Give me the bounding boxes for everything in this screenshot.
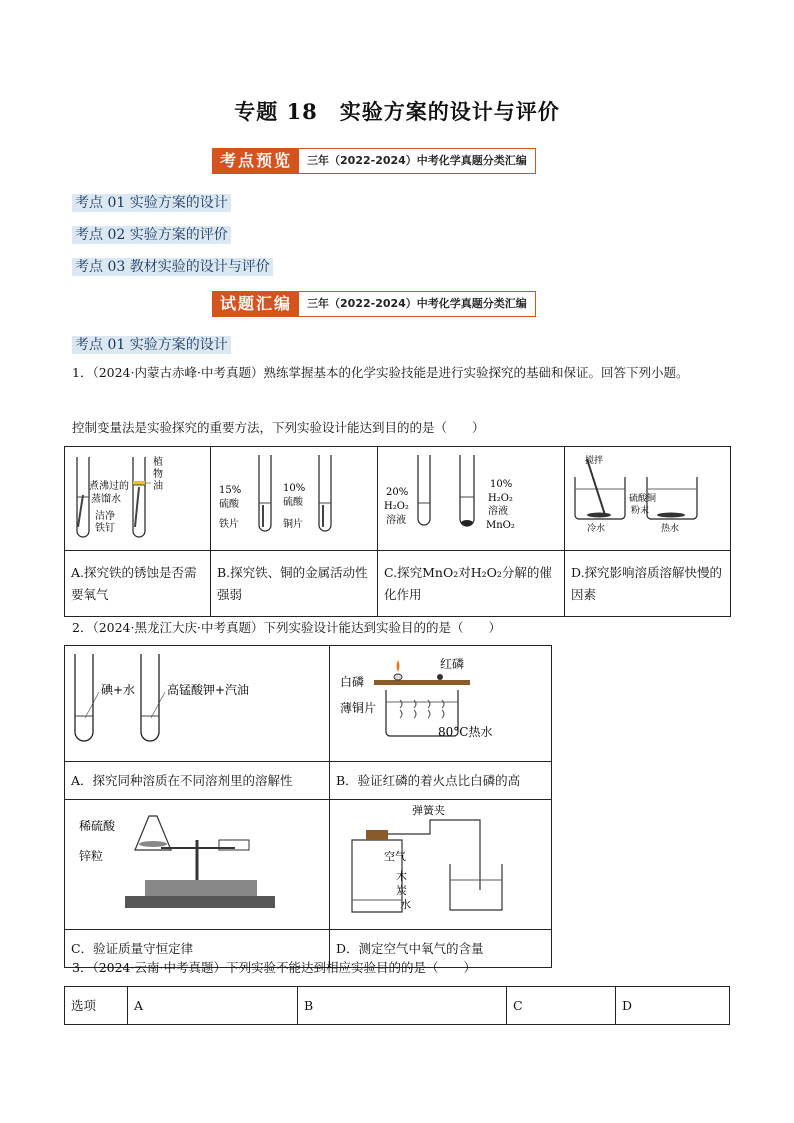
svg-text:硫酸铜: 硫酸铜: [629, 494, 657, 504]
svg-text:洁净: 洁净: [95, 511, 115, 522]
svg-text:炭: 炭: [396, 884, 407, 897]
figure-a: [65, 646, 330, 762]
option-b[interactable]: B.探究铁、铜的金属活动性强弱: [211, 551, 378, 617]
svg-text:铁片: 铁片: [219, 519, 239, 530]
svg-text:热水: 热水: [661, 524, 680, 534]
svg-text:硫酸: 硫酸: [283, 497, 303, 508]
svg-text:铜片: 铜片: [283, 519, 303, 530]
option-d[interactable]: D．测定空气中氧气的含量: [330, 930, 552, 968]
question-1-stem: 1．（2024·内蒙古赤峰·中考真题）熟练掌握基本的化学实验技能是进行实验探究的基础和保证。回答下列小题。: [72, 365, 689, 380]
questions-banner: [212, 291, 536, 317]
figure-d: [565, 447, 731, 551]
option-a[interactable]: A．探究同种溶质在不同溶剂里的溶解性: [65, 762, 330, 800]
option-b[interactable]: B．验证红磷的着火点比白磷的高: [330, 762, 552, 800]
svg-text:白磷: 白磷: [340, 675, 365, 689]
svg-text:铁钉: 铁钉: [95, 523, 115, 534]
banner-subtitle: 三年（2022-2024）中考化学真题分类汇编: [299, 149, 535, 173]
svg-text:碘+水: 碘+水: [101, 683, 136, 697]
figure-d: [330, 800, 552, 930]
svg-text:粉末: 粉末: [631, 506, 650, 516]
svg-text:80°C热水: 80°C热水: [438, 725, 493, 739]
banner-subtitle: 三年（2022-2024）中考化学真题分类汇编: [299, 292, 535, 316]
toc-item-3[interactable]: 考点 03 教材实验的设计与评价: [72, 256, 273, 277]
svg-text:煮沸过的: 煮沸过的: [89, 481, 129, 492]
preview-banner: [212, 148, 536, 174]
svg-text:水: 水: [400, 898, 411, 911]
option-d[interactable]: D.探究影响溶质溶解快慢的因素: [565, 551, 731, 617]
svg-text:油: 油: [153, 481, 163, 492]
svg-text:20%: 20%: [386, 487, 409, 498]
question-1-table: [64, 446, 731, 617]
header-a: A: [128, 987, 298, 1025]
svg-text:15%: 15%: [219, 485, 242, 496]
figure-a: [65, 447, 211, 551]
svg-text:高锰酸钾+汽油: 高锰酸钾+汽油: [167, 683, 250, 697]
option-a[interactable]: A.探究铁的锈蚀是否需要氧气: [65, 551, 211, 617]
svg-text:锌粒: 锌粒: [79, 849, 104, 863]
figure-b: [211, 447, 378, 551]
figure-b: [330, 646, 552, 762]
svg-text:溶液: 溶液: [488, 506, 508, 517]
option-c[interactable]: C.探究MnO₂对H₂O₂分解的催化作用: [378, 551, 565, 617]
svg-text:稀硫酸: 稀硫酸: [79, 819, 116, 833]
question-3-table: [64, 986, 730, 1025]
header-b: B: [298, 987, 507, 1025]
svg-text:薄铜片: 薄铜片: [340, 701, 377, 715]
question-2-stem: 2．（2024·黑龙江大庆·中考真题）下列实验设计能达到实验目的的是（ ）: [72, 620, 501, 635]
header-c: C: [507, 987, 616, 1025]
svg-text:木: 木: [396, 870, 407, 883]
svg-text:H₂O₂: H₂O₂: [488, 493, 513, 504]
toc-item-2[interactable]: 考点 02 实验方案的评价: [72, 224, 231, 245]
svg-text:蒸馏水: 蒸馏水: [91, 494, 121, 505]
header-option: 选项: [65, 987, 128, 1025]
svg-text:冷水: 冷水: [587, 524, 606, 534]
question-3-stem: 3．（2024·云南·中考真题）下列实验不能达到相应实验目的的是（ ）: [72, 960, 476, 975]
figure-c: [378, 447, 565, 551]
option-c[interactable]: C．验证质量守恒定律: [65, 930, 330, 968]
svg-text:溶液: 溶液: [386, 515, 406, 526]
header-d: D: [616, 987, 730, 1025]
question-2-table: [64, 645, 552, 968]
toc-item-1[interactable]: 考点 01 实验方案的设计: [72, 192, 231, 213]
svg-text:10%: 10%: [283, 483, 306, 494]
banner-tag: 试题汇编: [213, 292, 299, 316]
svg-text:10%: 10%: [490, 479, 513, 490]
section-heading: 考点 01 实验方案的设计: [72, 334, 231, 355]
svg-text:弹簧夹: 弹簧夹: [412, 804, 445, 817]
question-1-subquestion: 控制变量法是实验探究的重要方法，下列实验设计能达到目的的是（ ）: [72, 420, 485, 435]
svg-text:硫酸: 硫酸: [219, 499, 239, 510]
svg-text:MnO₂: MnO₂: [486, 520, 515, 531]
svg-text:物: 物: [153, 469, 163, 480]
page-title: 专题 18 实验方案的设计与评价: [234, 99, 560, 124]
svg-text:空气: 空气: [384, 850, 406, 863]
svg-text:红磷: 红磷: [440, 657, 465, 671]
figure-c: [65, 800, 330, 930]
banner-tag: 考点预览: [213, 149, 299, 173]
svg-text:植: 植: [153, 457, 163, 468]
svg-text:H₂O₂: H₂O₂: [384, 501, 409, 512]
svg-text:搅拌: 搅拌: [585, 456, 604, 466]
